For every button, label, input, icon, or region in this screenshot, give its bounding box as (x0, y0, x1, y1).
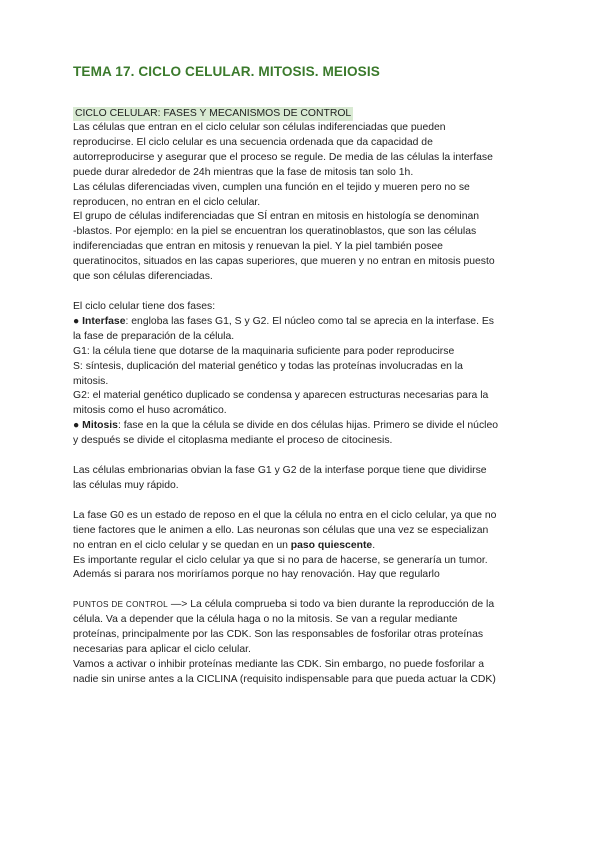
text-line: no entran en el ciclo celular y se quedan en un paso quiescente. (73, 539, 376, 551)
g2-line: G2: el material genético duplicado se condensa y aparecen estructuras necesarias para la (73, 390, 489, 402)
text-line: reproducirse. El ciclo celular es una secuencia ordenada que da capacidad de (73, 136, 433, 148)
text-line: mitosis como el huso acromático. (73, 405, 227, 417)
text-line: necesarias para aplicar el ciclo celular. (73, 644, 251, 656)
text-line: El grupo de células indiferenciadas que SÍ entran en mitosis en histología se denominan (73, 211, 480, 223)
text-line: PUNTOS DE CONTROL —> La célula comprueba si todo va bien durante la reproducción de la (73, 599, 495, 611)
s-line: S: síntesis, duplicación del material genético y todas las proteínas involucradas en la (73, 360, 463, 372)
g0-paragraph (73, 509, 533, 584)
page-title: TEMA 17. CICLO CELULAR. MITOSIS. MEIOSIS (73, 64, 380, 79)
bullet-icon: ● (73, 420, 80, 432)
phases-paragraph (73, 300, 533, 449)
interfase-term: Interfase (82, 315, 126, 327)
text-line: proteínas, principalmente por las CDK. Son las responsables de fosforilar otras proteínas (73, 629, 484, 641)
text-line: Vamos a activar o inhibir proteínas mediante las CDK. Sin embargo, no puede fosforilar a (73, 659, 485, 670)
text-line: queratinocitos, situados en las capas superiores, que mueren y no entran en mitosis puesto (73, 256, 495, 268)
text-line: Es importante regular el ciclo celular ya que si no para de hacerse, se generaría un tumor. (73, 554, 488, 566)
g1-line: G1: la célula tiene que dotarse de la maquinaria suficiente para poder reproducirse (73, 345, 455, 357)
text-line: indiferenciadas que entran en mitosis y renuevan la piel. Y la piel también posee (73, 241, 443, 253)
text-line: y después se divide el citoplasma mediante el proceso de citocinesis. (73, 435, 393, 447)
control-label: PUNTOS DE CONTROL (73, 600, 169, 610)
text-line: mitosis. (73, 375, 109, 387)
text-line: Además si parara nos moriríamos porque no hay renovación. Hay que regularlo (73, 569, 440, 581)
control-paragraph (73, 598, 533, 687)
section-heading: CICLO CELULAR: FASES Y MECANISMOS DE CONTROL (75, 108, 352, 119)
quiescent-term: paso quiescente (290, 539, 373, 551)
text-line: que son células diferenciadas. (73, 271, 213, 283)
text-line: las células muy rápido. (73, 479, 179, 491)
intro-paragraph (73, 121, 533, 285)
bullet-icon: ● (73, 315, 80, 327)
document-page (73, 64, 533, 688)
text-line: nadie sin unirse antes a la CICLINA (requisito indispensable para que pueda actuar la CDK) (73, 673, 496, 685)
text-line: la fase de preparación de la célula. (73, 330, 235, 342)
text-line: puede durar alrededor de 24h mientras que la fase de mitosis tan solo 1h. (73, 166, 414, 178)
text-line: -blastos. Por ejemplo: en la piel se encuentran los queratinoblastos, que son las células (73, 226, 477, 238)
text-line: Las células embrionarias obvian la fase G1 y G2 de la interfase porque tiene que dividirse (73, 465, 487, 477)
phases-intro: El ciclo celular tiene dos fases: (73, 300, 216, 312)
text-line: tiene factores que le animen a ello. Las neuronas son células que una vez se especializan (73, 524, 489, 536)
embryo-paragraph (73, 464, 533, 494)
text-line: La fase G0 es un estado de reposo en el que la célula no entra en el ciclo celular, ya que no (73, 509, 497, 521)
text-line: Las células que entran en el ciclo celular son células indiferenciadas que pueden (73, 122, 446, 133)
mitosis-term: Mitosis (82, 420, 118, 432)
text-line: célula. Va a depender que la célula haga o no la mitosis. Se van a regular mediante (73, 614, 458, 626)
text-line: autorreproducirse y asegurar que el proceso se regule. De media de las células la interfase (73, 151, 493, 163)
bullet-interfase: ● Interfase: engloba las fases G1, S y G2. El núcleo como tal se aprecia en la interfase. Es (73, 315, 494, 327)
bullet-mitosis: ● Mitosis: fase en la que la célula se divide en dos células hijas. Primero se divide el núcleo (73, 420, 499, 432)
text-line: Las células diferenciadas viven, cumplen una función en el tejido y mueren pero no se (73, 181, 470, 193)
text-line: reproducen, no entran en el ciclo celular. (73, 196, 261, 208)
